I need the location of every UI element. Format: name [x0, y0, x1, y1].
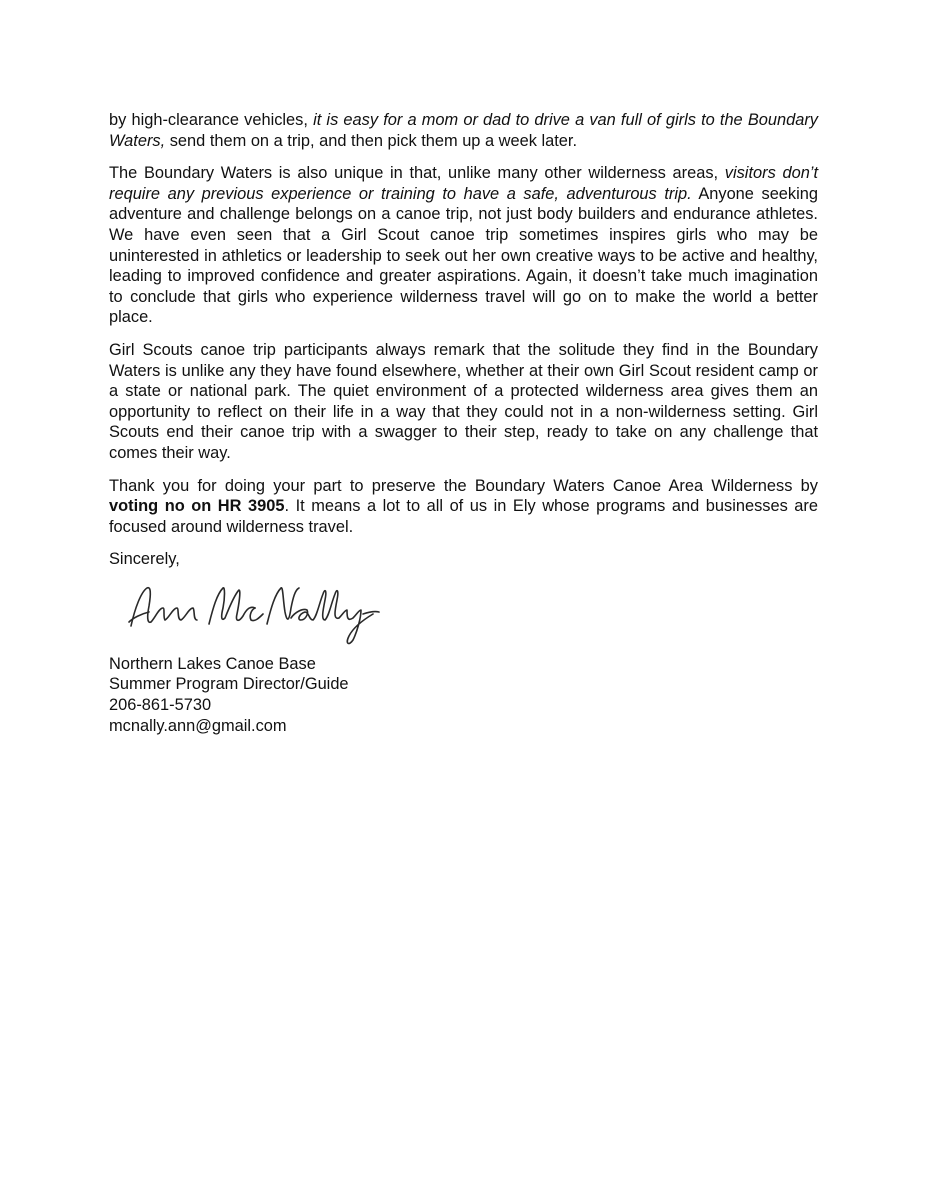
paragraph-text-run: . It means a lot to all of us in Ely whose programs and businesses are focused around wilderness travel. — [109, 497, 818, 536]
body-paragraph — [109, 163, 818, 328]
paragraph-text-run: Thank you for doing your part to preserve the Boundary Waters Canoe Area Wilderness by — [109, 476, 818, 495]
paragraph-text-run: Anyone seeking adventure and challenge belongs on a canoe trip, not just body builders and endurance athletes. We have even seen that a Girl Scout canoe trip sometimes inspires girls who may be uninterested in athletics or leadership to seek out her own creative ways to be active and healthy, leading to improved confidence and greater aspirations. Again, it doesn’t take much imagination to conclude that girls who experience wilderness travel will go on to make the world a better place. — [109, 184, 818, 327]
body-paragraph — [109, 110, 818, 151]
paragraph-text-run: visitors don’t require any previous experience or training to have a safe, adventurous trip. — [109, 164, 818, 203]
contact-title: Summer Program Director/Guide — [109, 675, 349, 694]
signature-image — [117, 578, 387, 648]
body-paragraph — [109, 476, 818, 538]
letter-page — [109, 110, 818, 736]
signature-block — [109, 654, 818, 736]
paragraph-text-run: Girl Scouts canoe trip participants always remark that the solitude they find in the Boundary Waters is unlike any they have found elsewhere, whether at their own Girl Scout resident camp or a state or national park. The quiet environment of a protected wilderness area gives them an opportunity to reflect on their life in a way that they could not in a non-wilderness setting. Girl Scouts end their canoe trip with a swagger to their step, ready to take on any challenge that comes their way. — [109, 340, 818, 462]
paragraph-text-run: voting no on HR 3905 — [109, 497, 285, 516]
closing-line: Sincerely, — [109, 550, 180, 569]
paragraph-text-run: The Boundary Waters is also unique in that, unlike many other wilderness areas, — [109, 164, 725, 183]
paragraph-text-run: it is easy for a mom or dad to drive a van full of girls to the Boundary Waters, — [109, 111, 818, 150]
paragraph-text-run: send them on a trip, and then pick them up a week later. — [165, 131, 578, 150]
contact-email: mcnally.ann@gmail.com — [109, 716, 287, 735]
contact-phone: 206-861-5730 — [109, 696, 212, 715]
body-paragraph — [109, 340, 818, 464]
letter-body — [109, 110, 818, 537]
paragraph-text-run: by high-clearance vehicles, — [109, 111, 314, 129]
contact-organization: Northern Lakes Canoe Base — [109, 654, 316, 673]
